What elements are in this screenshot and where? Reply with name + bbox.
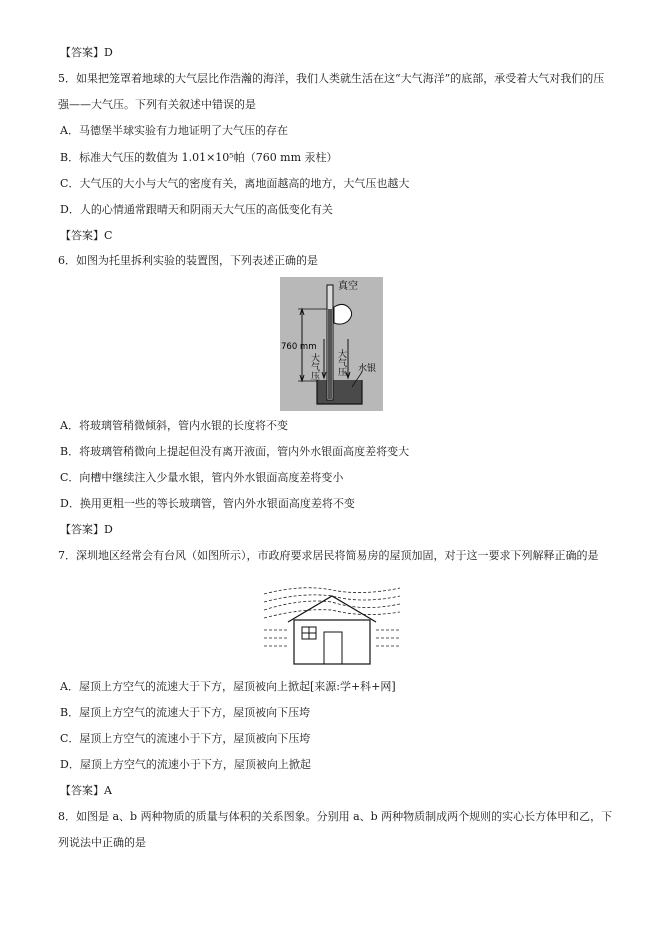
q7-answer: 【答案】A — [60, 784, 112, 797]
q5-option-d: D．人的心情通常跟晴天和阴雨天大气压的高低变化有关 — [60, 203, 333, 216]
label-atm-right: 大气压 — [336, 349, 346, 376]
torricelli-figure — [280, 277, 383, 411]
house-roof — [288, 596, 376, 622]
question-7-text: 7．深圳地区经常会有台风（如图所示），市政府要求居民将简易房的屋顶加固，对于这一要求下列解释正确的是 — [58, 549, 599, 562]
question-8-text: 8．如图是 a、b 两种物质的质量与体积的关系图象。分别用 a、b 两种物质制成两个规则的实心长方体甲和乙，下 — [58, 810, 613, 823]
answer-label: 【答案】D — [60, 46, 113, 59]
label-mercury: 水银 — [358, 364, 377, 374]
question-8-text-cont: 列说法中正确的是 — [58, 836, 146, 849]
q7-option-c: C．屋顶上方空气的流速小于下方，屋顶被向下压垮 — [60, 732, 311, 745]
q5-option-b: B．标准大气压的数值为 1.01×10⁵帕（760 mm 汞柱） — [60, 151, 338, 164]
q7-option-d: D．屋顶上方空气的流速小于下方，屋顶被向上掀起 — [60, 758, 311, 771]
label-atm-left: 大气压 — [309, 353, 319, 380]
label-vacuum: 真空 — [338, 281, 358, 292]
q6-option-b: B．将玻璃管稍微向上提起但没有离开液面，管内外水银面高度差将变大 — [60, 445, 410, 458]
q6-option-d: D．换用更粗一些的等长玻璃管，管内外水银面高度差将不变 — [60, 497, 355, 510]
q7-option-b: B．屋顶上方空气的流速大于下方，屋顶被向下压垮 — [60, 706, 311, 719]
q7-option-a: A．屋顶上方空气的流速大于下方，屋顶被向上掀起[来源:学+科+网] — [60, 680, 396, 693]
q6-answer: 【答案】D — [60, 523, 113, 536]
q6-option-a: A．将玻璃管稍微倾斜，管内水银的长度将不变 — [60, 419, 288, 432]
question-5-text-cont: 强——大气压。下列有关叙述中错误的是 — [58, 98, 256, 111]
question-5-text: 5．如果把笼罩着地球的大气层比作浩瀚的海洋，我们人类就生活在这“大气海洋”的底部，承受着大气对我们的压 — [58, 72, 605, 85]
label-760mm: 760 mm — [281, 342, 317, 352]
house-wind-figure — [262, 582, 402, 668]
mercury-trough — [317, 380, 362, 404]
q6-option-c: C．向槽中继续注入少量水银，管内外水银面高度差将变小 — [60, 471, 344, 484]
q5-option-c: C．大气压的大小与大气的密度有关，离地面越高的地方，大气压也越大 — [60, 177, 410, 190]
q5-option-a: A．马德堡半球实验有力地证明了大气压的存在 — [60, 124, 288, 137]
question-6-text: 6．如图为托里拆利实验的装置图，下列表述正确的是 — [58, 254, 318, 267]
mercury-column — [328, 309, 332, 399]
q5-answer: 【答案】C — [60, 229, 113, 242]
